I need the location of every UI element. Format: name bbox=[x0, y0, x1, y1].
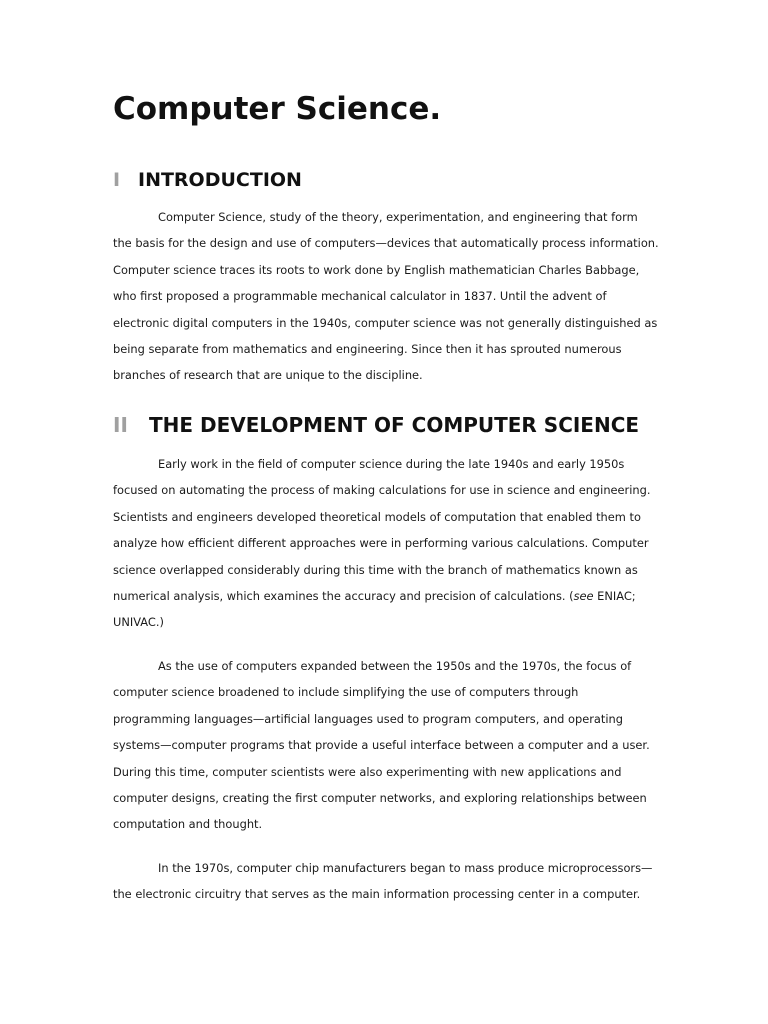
section-heading-introduction bbox=[113, 167, 302, 193]
text-line: computer science broadened to include simplifying the use of computers through bbox=[113, 685, 579, 700]
text-line: Computer Science, study of the theory, experimentation, and engineering that form bbox=[158, 210, 638, 224]
paragraph-expansion bbox=[113, 653, 663, 838]
text-line-part: numerical analysis, which examines the accuracy and precision of calculations. ( bbox=[113, 589, 574, 604]
cross-reference: ENIAC; bbox=[593, 589, 636, 604]
text-line: As the use of computers expanded between the 1950s and the 1970s, the focus of bbox=[158, 659, 632, 673]
text-line: science overlapped considerably during this time with the branch of mathematics known as bbox=[113, 562, 638, 577]
text-line: Computer science traces its roots to work done by English mathematician Charles Babbage, bbox=[113, 262, 640, 277]
text-line: the basis for the design and use of computers—devices that automatically process information. bbox=[113, 236, 659, 251]
section-numeral: II bbox=[113, 413, 128, 437]
text-line: who first proposed a programmable mechanical calculator in 1837. Until the advent of bbox=[113, 289, 607, 304]
text-line: analyze how efficient different approaches were in performing various calculations. Computer bbox=[113, 536, 649, 551]
text-line: programming languages—artificial languages used to program computers, and operating bbox=[113, 711, 623, 726]
text-line: electronic digital computers in the 1940s, computer science was not generally distinguished as bbox=[113, 315, 658, 330]
paragraph-introduction bbox=[113, 204, 663, 389]
text-line: being separate from mathematics and engineering. Since then it has sprouted numerous bbox=[113, 342, 622, 357]
text-line: branches of research that are unique to the discipline. bbox=[113, 368, 423, 383]
text-line: the electronic circuitry that serves as the main information processing center in a computer. bbox=[113, 887, 641, 902]
text-line: computation and thought. bbox=[113, 817, 263, 832]
text-line: Scientists and engineers developed theoretical models of computation that enabled them to bbox=[113, 509, 641, 524]
text-line: During this time, computer scientists were also experimenting with new applications and bbox=[113, 764, 622, 779]
section-numeral: I bbox=[113, 169, 121, 191]
section-heading-development bbox=[113, 411, 639, 439]
text-line bbox=[113, 583, 663, 609]
text-line: computer designs, creating the first computer networks, and exploring relationships between bbox=[113, 791, 647, 806]
page-title: Computer Science. bbox=[113, 91, 442, 127]
text-line: focused on automating the process of making calculations for use in science and engineering. bbox=[113, 483, 651, 498]
text-line: Early work in the field of computer science during the late 1940s and early 1950s bbox=[158, 457, 625, 471]
see-reference: see bbox=[573, 589, 594, 604]
text-line: In the 1970s, computer chip manufacturers began to mass produce microprocessors— bbox=[158, 861, 653, 875]
section-heading-text: INTRODUCTION bbox=[138, 169, 302, 191]
text-line: systems—computer programs that provide a useful interface between a computer and a user. bbox=[113, 738, 650, 753]
section-heading-text: THE DEVELOPMENT OF COMPUTER SCIENCE bbox=[149, 413, 640, 437]
paragraph-microprocessors bbox=[113, 855, 663, 908]
paragraph-early-work bbox=[113, 451, 663, 636]
text-line: UNIVAC.) bbox=[113, 615, 164, 630]
